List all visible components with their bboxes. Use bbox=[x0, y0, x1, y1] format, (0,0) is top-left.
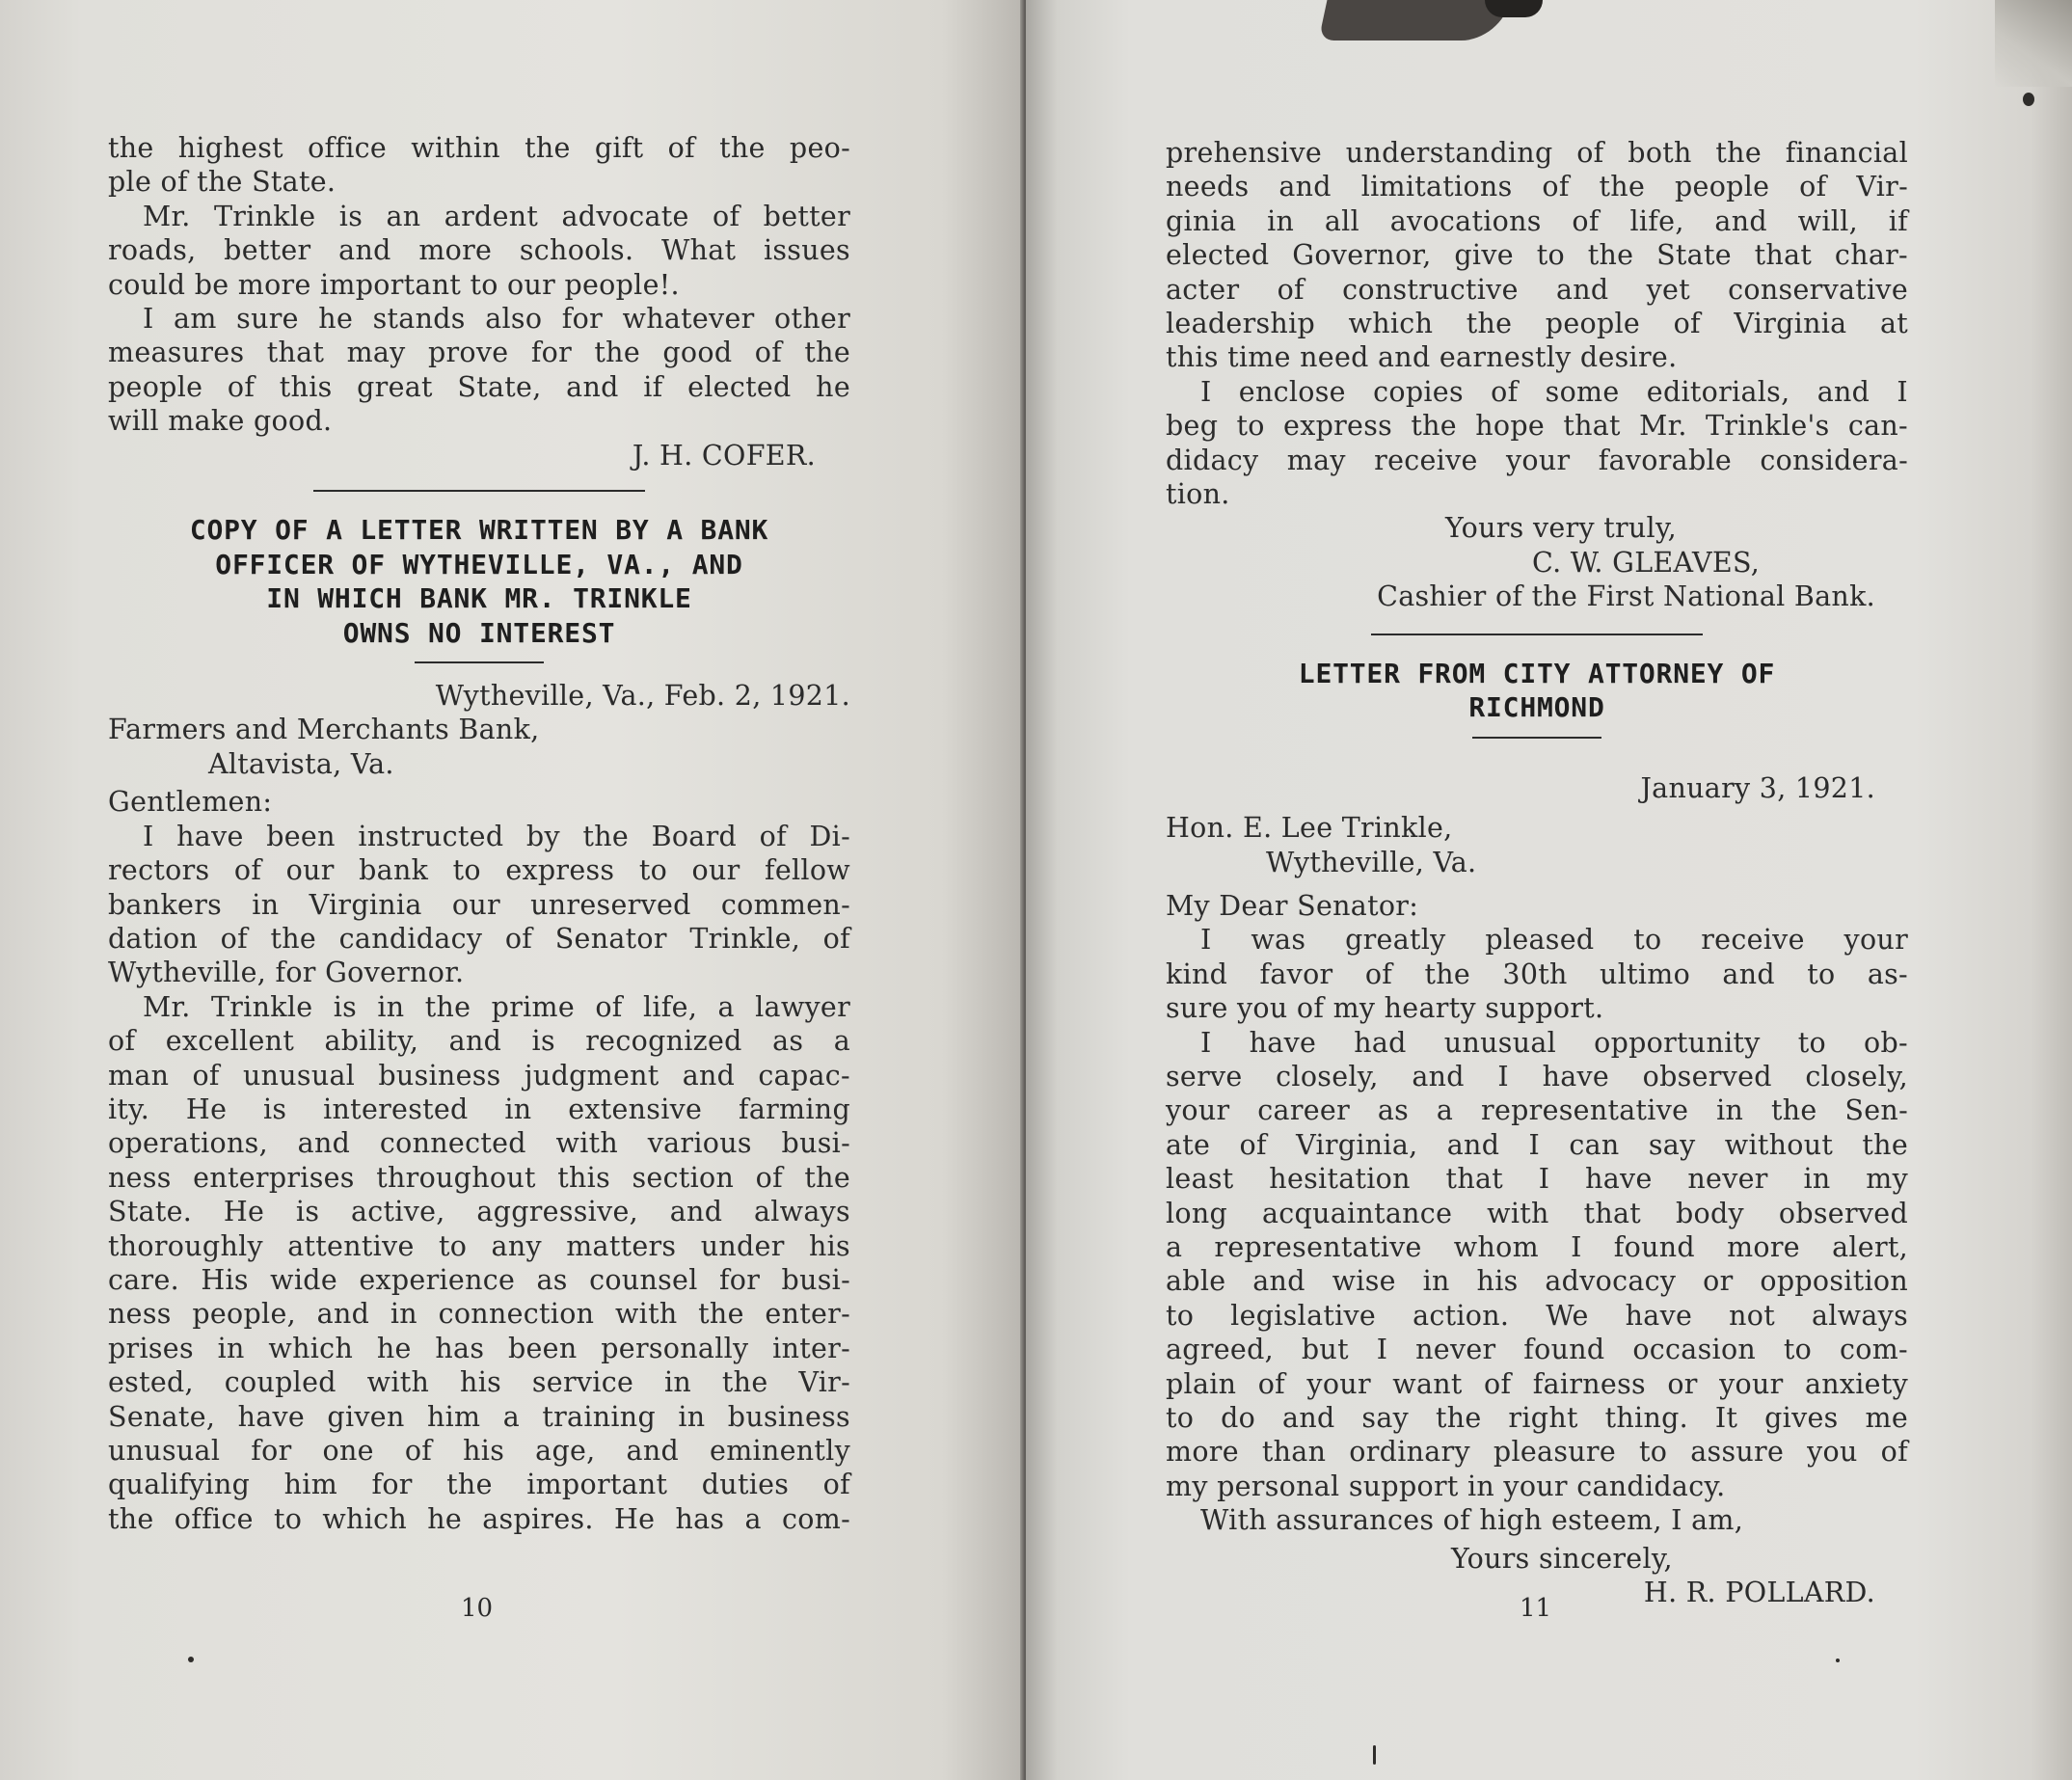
signer-name: H. R. POLLARD. bbox=[1643, 1577, 1875, 1609]
paragraph-line: elected Governor, give to the State that char- bbox=[1166, 239, 1908, 272]
paragraph-line: Mr. Trinkle is in the prime of life, a lawyer bbox=[143, 990, 850, 1023]
left-page bbox=[0, 0, 1024, 1780]
paragraph-line: your career as a representative in the Sen- bbox=[1166, 1094, 1908, 1127]
addressee: Farmers and Merchants Bank, bbox=[108, 714, 540, 746]
paragraph-line: I am sure he stands also for whatever other bbox=[143, 303, 850, 336]
paragraph-line: prises in which he has been personally inter- bbox=[108, 1332, 850, 1364]
paragraph-line: State. He is active, aggressive, and always bbox=[108, 1196, 850, 1228]
paragraph-line: prehensive understanding of both the financial bbox=[1166, 137, 1908, 169]
torn-corner bbox=[1319, 0, 1511, 40]
heading-line: LETTER FROM CITY ATTORNEY OF bbox=[1298, 657, 1776, 689]
paragraph-line: beg to express the hope that Mr. Trinkle's can- bbox=[1166, 410, 1908, 443]
section-heading bbox=[108, 513, 850, 650]
paragraph-line: ness enterprises throughout this section of the bbox=[108, 1161, 850, 1194]
paragraph-line: could be more important to our people!. bbox=[108, 268, 680, 301]
paragraph-line: I have had unusual opportunity to ob- bbox=[1200, 1026, 1908, 1059]
paragraph-line: leadership which the people of Virginia at bbox=[1166, 308, 1908, 340]
speck bbox=[1836, 1659, 1840, 1662]
paragraph-line: kind favor of the 30th ultimo and to as- bbox=[1166, 957, 1908, 990]
signer-name: C. W. GLEAVES, bbox=[1532, 546, 1761, 579]
paragraph-line: dation of the candidacy of Senator Trinkle, of bbox=[108, 922, 850, 955]
section-heading bbox=[1166, 657, 1908, 725]
paragraph-line: roads, better and more schools. What issues bbox=[108, 234, 850, 267]
paragraph-line: Mr. Trinkle is an ardent advocate of better bbox=[143, 200, 850, 232]
paragraph-line: rectors of our bank to express to our fellow bbox=[108, 854, 850, 887]
paragraph-line: With assurances of high esteem, I am, bbox=[1200, 1504, 1744, 1537]
paragraph-line: plain of your want of fairness or your anxiety bbox=[1166, 1367, 1908, 1400]
paragraph-line: tion. bbox=[1166, 478, 1230, 511]
paragraph-line: to do and say the right thing. It gives me bbox=[1166, 1402, 1908, 1434]
divider-rule bbox=[1371, 634, 1703, 635]
salutation: My Dear Senator: bbox=[1166, 889, 1419, 922]
paragraph-line: qualifying him for the important duties of bbox=[108, 1469, 850, 1501]
continuation-line: the highest office within the gift of the peo- bbox=[108, 132, 850, 164]
paragraph-line: I enclose copies of some editorials, and I bbox=[1200, 375, 1908, 408]
paragraph-line: ate of Virginia, and I can say without the bbox=[1166, 1128, 1908, 1161]
page-number: 10 bbox=[461, 1594, 494, 1623]
signer-title: Cashier of the First National Bank. bbox=[1377, 580, 1875, 613]
dateline: Wytheville, Va., Feb. 2, 1921. bbox=[435, 680, 850, 713]
worn-corner bbox=[1995, 0, 2072, 87]
paragraph-line: Senate, have given him a training in business bbox=[108, 1400, 850, 1433]
signature: J. H. COFER. bbox=[632, 439, 816, 472]
paragraph-line: sure you of my hearty support. bbox=[1166, 992, 1604, 1025]
paragraph-line: man of unusual business judgment and capac- bbox=[108, 1059, 850, 1092]
speck bbox=[188, 1657, 194, 1662]
paragraph-line: a representative whom I found more alert, bbox=[1166, 1230, 1908, 1263]
paragraph-line: thoroughly attentive to any matters under his bbox=[108, 1229, 850, 1262]
heading-line: RICHMOND bbox=[1468, 691, 1605, 724]
right-text-column bbox=[1166, 136, 1908, 1609]
letter-date: January 3, 1921. bbox=[1640, 771, 1875, 804]
paragraph-line: ness people, and in connection with the enter- bbox=[108, 1298, 850, 1331]
paragraph-line: able and wise in his advocacy or opposition bbox=[1166, 1265, 1908, 1298]
continuation-line: ple of the State. bbox=[108, 166, 336, 199]
paragraph-line: will make good. bbox=[108, 405, 333, 438]
paragraph-line: acter of constructive and yet conservative bbox=[1166, 273, 1908, 306]
paragraph-line: didacy may receive your favorable considera- bbox=[1166, 444, 1908, 476]
paragraph-line: long acquaintance with that body observed bbox=[1166, 1197, 1908, 1229]
paragraph-line: needs and limitations of the people of Vir- bbox=[1166, 171, 1908, 203]
paragraph-line: unusual for one of his age, and eminently bbox=[108, 1435, 850, 1467]
paragraph-line: agreed, but I never found occasion to com- bbox=[1166, 1334, 1908, 1366]
paragraph-line: to legislative action. We have not always bbox=[1166, 1299, 1908, 1332]
addressee: Hon. E. Lee Trinkle, bbox=[1166, 812, 1453, 845]
closing: Yours sincerely, bbox=[1451, 1542, 1673, 1575]
closing: Yours very truly, bbox=[1445, 512, 1677, 545]
paragraph-line: ginia in all avocations of life, and will, if bbox=[1166, 204, 1908, 237]
short-rule bbox=[1472, 737, 1601, 739]
speck bbox=[2023, 93, 2034, 106]
torn-corner bbox=[1485, 0, 1543, 17]
paragraph-line: of excellent ability, and is recognized as a bbox=[108, 1025, 850, 1058]
paragraph-line: ested, coupled with his service in the Vir- bbox=[108, 1366, 850, 1399]
divider-rule bbox=[313, 490, 645, 492]
paragraph-line: serve closely, and I have observed closely, bbox=[1166, 1060, 1908, 1092]
heading-line: IN WHICH BANK MR. TRINKLE bbox=[266, 582, 692, 615]
address: Altavista, Va. bbox=[208, 747, 394, 780]
paragraph-line: the office to which he aspires. He has a com- bbox=[108, 1502, 850, 1535]
address: Wytheville, Va. bbox=[1266, 846, 1477, 878]
heading-line: COPY OF A LETTER WRITTEN BY A BANK bbox=[189, 514, 769, 547]
paragraph-line: I was greatly pleased to receive your bbox=[1200, 924, 1908, 957]
paragraph-line: measures that may prove for the good of the bbox=[108, 337, 850, 369]
paragraph-line: people of this great State, and if elected he bbox=[108, 370, 850, 403]
paragraph-line: ity. He is interested in extensive farming bbox=[108, 1092, 850, 1125]
paragraph-line: my personal support in your candidacy. bbox=[1166, 1470, 1726, 1502]
paragraph-line: operations, and connected with various busi- bbox=[108, 1127, 850, 1160]
paragraph-line: more than ordinary pleasure to assure you of bbox=[1166, 1436, 1908, 1469]
salutation: Gentlemen: bbox=[108, 786, 273, 819]
speck bbox=[1373, 1745, 1376, 1765]
short-rule bbox=[415, 661, 544, 663]
left-text-column bbox=[108, 131, 850, 1536]
right-page bbox=[1026, 0, 2072, 1780]
heading-line: OFFICER OF WYTHEVILLE, VA., AND bbox=[215, 548, 743, 580]
page-number: 11 bbox=[1520, 1594, 1552, 1623]
paragraph-line: this time need and earnestly desire. bbox=[1166, 341, 1678, 374]
paragraph-line: least hesitation that I have never in my bbox=[1166, 1163, 1908, 1196]
heading-line: OWNS NO INTEREST bbox=[342, 616, 616, 649]
paragraph-line: care. His wide experience as counsel for busi- bbox=[108, 1263, 850, 1296]
paragraph-line: bankers in Virginia our unreserved commen- bbox=[108, 888, 850, 921]
paragraph-line: Wytheville, for Governor. bbox=[108, 957, 465, 989]
paragraph-line: I have been instructed by the Board of Di- bbox=[143, 820, 850, 852]
